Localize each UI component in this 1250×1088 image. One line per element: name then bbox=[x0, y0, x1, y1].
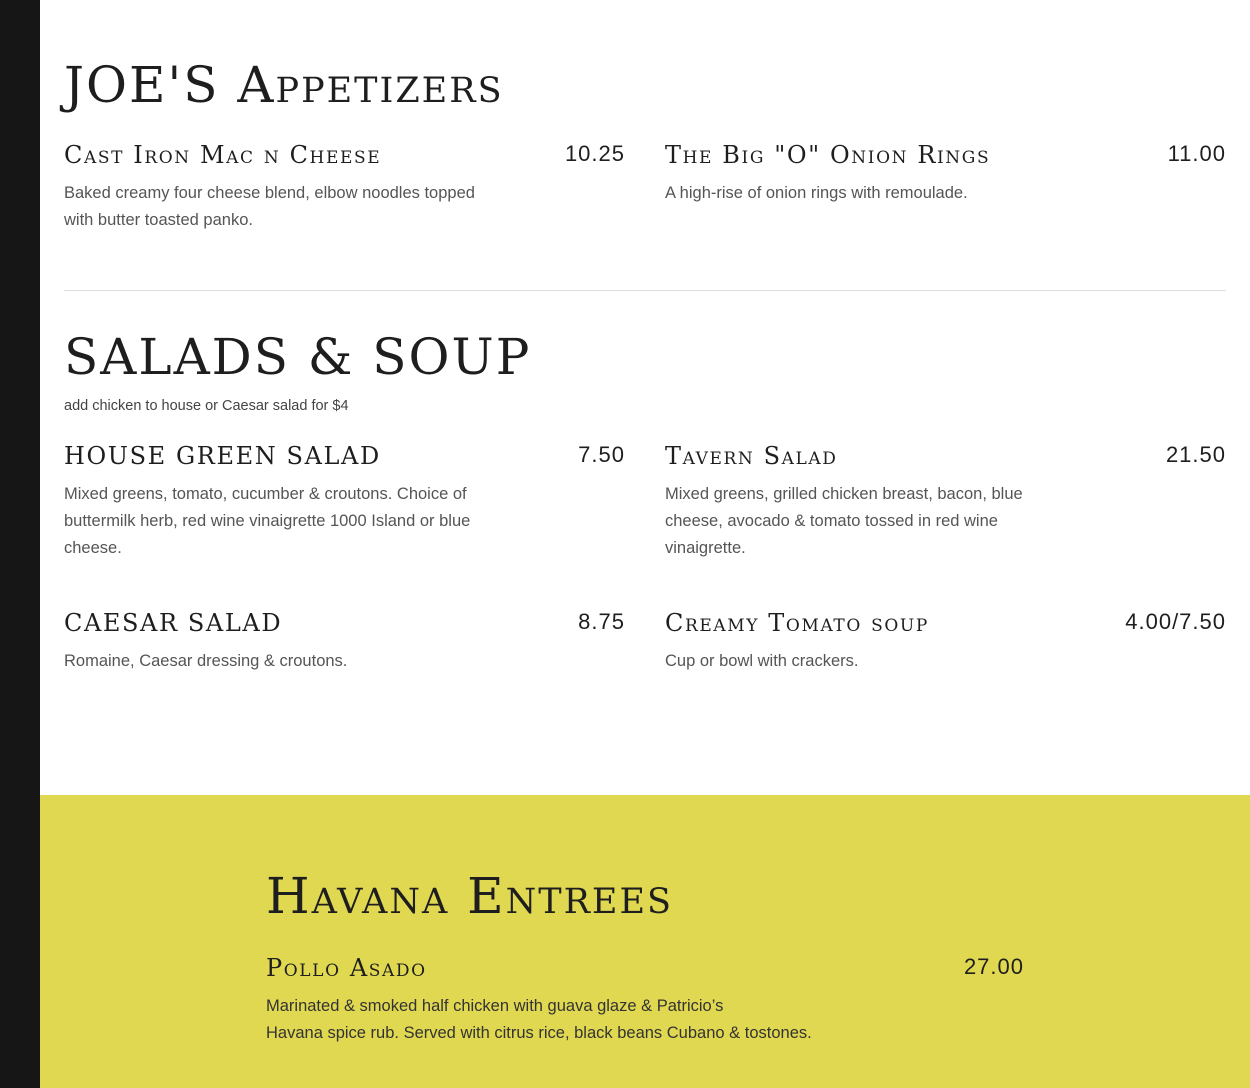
item-description: Mixed greens, tomato, cucumber & croutons. Choice of buttermilk herb, red wine vinaigrette 1000 Island or blue cheese. bbox=[64, 485, 471, 557]
item-price: 4.00/7.50 bbox=[1125, 609, 1226, 634]
item-name: The Big "O" Onion Rings bbox=[665, 141, 991, 169]
item-price: 21.50 bbox=[1165, 442, 1226, 467]
salads-title: SALADS & SOUP bbox=[64, 328, 532, 386]
item-price: 8.75 bbox=[578, 609, 625, 634]
item-description: Cup or bowl with crackers. bbox=[665, 652, 859, 670]
item-description bbox=[266, 993, 906, 1047]
item-price: 11.00 bbox=[1167, 141, 1226, 166]
left-sidebar-bar bbox=[0, 0, 40, 1088]
item-name: Cast Iron Mac n Cheese bbox=[64, 141, 382, 169]
item-name: Creamy Tomato soup bbox=[665, 609, 929, 637]
item-price: 27.00 bbox=[963, 954, 1024, 979]
item-name: Pollo Asado bbox=[266, 954, 427, 982]
item-price: 10.25 bbox=[564, 141, 625, 166]
entrees-title: Havana Entrees bbox=[266, 867, 674, 925]
item-description: Romaine, Caesar dressing & croutons. bbox=[64, 652, 348, 670]
item-name: HOUSE GREEN SALAD bbox=[64, 442, 381, 470]
menu-content bbox=[40, 0, 1250, 1088]
item-name: CAESAR SALAD bbox=[64, 609, 283, 637]
item-name: Tavern Salad bbox=[665, 442, 838, 470]
item-description: Mixed greens, grilled chicken breast, bacon, blue cheese, avocado & tomato tossed in red wine vinaigrette. bbox=[665, 485, 1023, 557]
item-description: Baked creamy four cheese blend, elbow noodles topped with butter toasted panko. bbox=[64, 184, 475, 229]
appetizers-title: JOE'S Appetizers bbox=[64, 56, 504, 114]
section-divider bbox=[64, 290, 1226, 291]
item-description-line: Havana spice rub. Served with citrus rice, black beans Cubano & tostones. bbox=[266, 1024, 812, 1042]
item-description: A high-rise of onion rings with remoulade. bbox=[665, 184, 968, 202]
item-description-line: Marinated & smoked half chicken with guava glaze & Patricio’s bbox=[266, 997, 724, 1015]
havana-entrees-section bbox=[40, 795, 1250, 1088]
item-price: 7.50 bbox=[578, 442, 625, 467]
salads-note: add chicken to house or Caesar salad for $4 bbox=[64, 398, 349, 414]
